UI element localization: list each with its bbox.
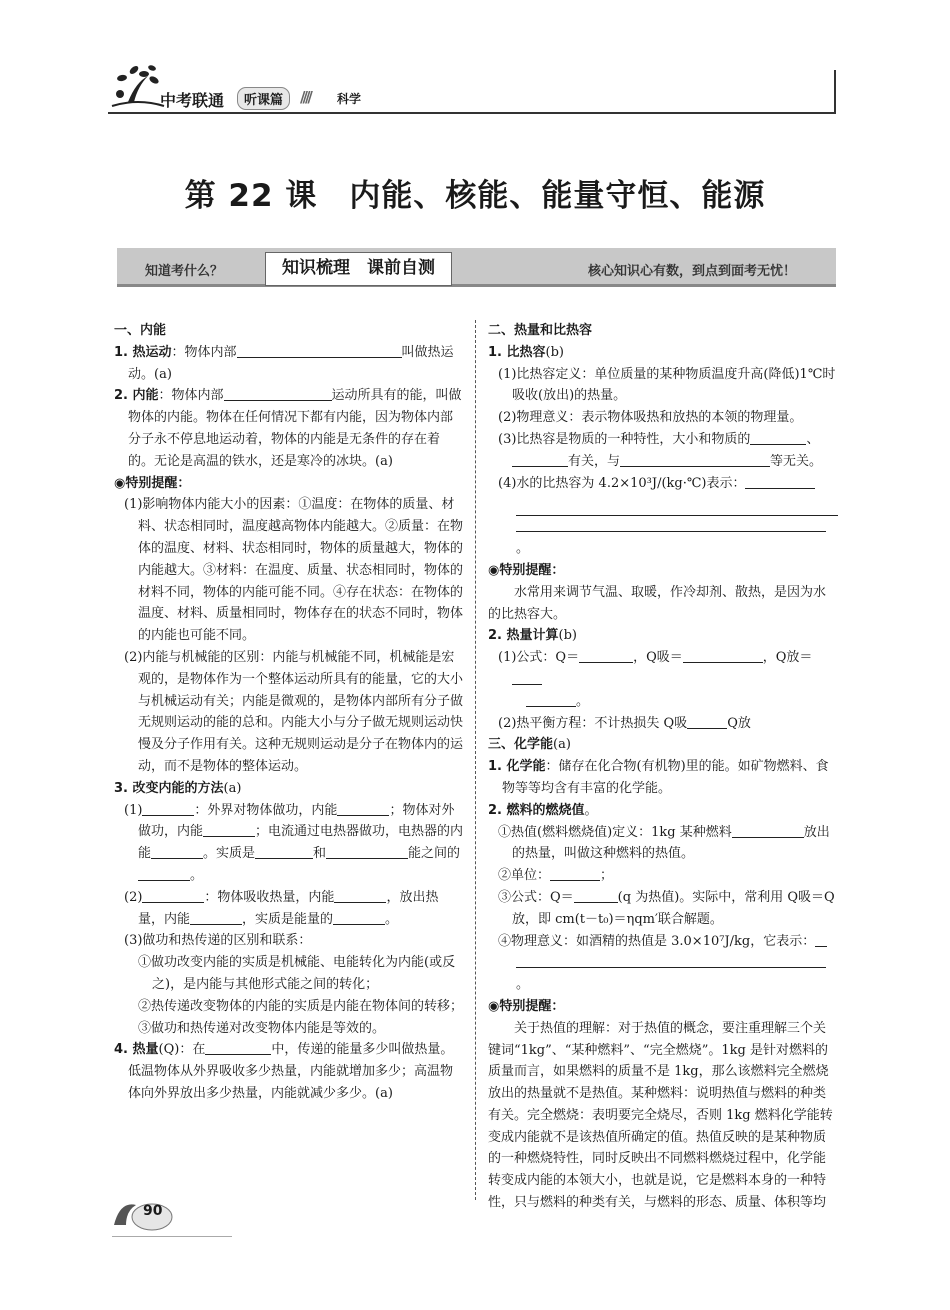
compare-point: ①做功改变内能的实质是机械能、电能转化为内能(或反之)，是内能与其他形式能之间的转化； <box>138 955 456 992</box>
answer-blank[interactable] <box>512 452 568 467</box>
page-title: 第 22 课 内能、核能、能量守恒、能源 <box>184 178 766 214</box>
answer-blank[interactable] <box>526 692 576 707</box>
answer-blank[interactable] <box>205 1040 271 1055</box>
section-tag: 听课篇 <box>237 87 290 110</box>
answer-blank[interactable] <box>326 844 408 859</box>
answer-blank[interactable] <box>516 517 826 532</box>
page-number: 90 <box>143 1203 163 1219</box>
water-specific-heat: (4)水的比热容为 4.2×10³J/(kg·℃)表示： <box>488 473 838 495</box>
answer-blank[interactable] <box>683 648 763 663</box>
item-heat: 4. 热量(Q)：在 中，传递的能量多少叫做热量。低温物体从外界吸收多少热量，内能就增加多少；高温物体向外界放出多少热量，内能就减少多少。(a) <box>114 1042 454 1101</box>
column-divider <box>475 320 476 1200</box>
answer-blank[interactable] <box>815 932 827 947</box>
banner-left-text: 知道考什么？ <box>145 264 224 279</box>
specific-heat-property: (3)比热容是物质的一种特性，大小和物质的 、有关，与 等无关。 <box>498 431 823 469</box>
answer-blank[interactable] <box>579 648 633 663</box>
brand-name: 中考联通 <box>160 91 225 110</box>
answer-blank[interactable] <box>516 953 826 968</box>
method-heat-transfer: (2) ：物体吸收热量，内能 ，放出热量，内能 ，实质是能量的 。 <box>124 889 439 927</box>
answer-blank[interactable] <box>224 386 332 401</box>
heat-value-meaning: ④物理意义：如酒精的热值是 3.0×10⁷J/kg，它表示： <box>488 931 838 953</box>
banner-right-text: 核心知识心有数，到点到面考无忧！ <box>587 264 796 279</box>
footer-rule <box>112 1236 232 1237</box>
heat-balance: (2)热平衡方程：不计热损失 Q吸 Q放 <box>498 715 751 731</box>
heat-value-definition: ①热值(燃料燃烧值)定义：1kg 某种燃料 放出的热量，叫做这种燃料的热值。 <box>498 824 830 862</box>
header-corner-rule <box>834 70 836 114</box>
header-rule <box>108 112 836 114</box>
answer-blank[interactable] <box>151 844 203 859</box>
method-work: (1) ：外界对物体做功，内能 ；物体对外做功，内能 ；电流通过电热器做功，电热器的内能 。实质是 和 能之间的。 <box>124 802 464 883</box>
answer-line-end: 。 <box>488 952 838 996</box>
tip-text: 水常用来调节气温、取暖，作冷却剂、散热，是因为水的比热容大。 <box>488 584 827 622</box>
item-thermal-motion: 1. 热运动：物体内部 叫做热运动。(a) <box>114 344 454 382</box>
section-heading-internal-energy: 一、内能 <box>114 323 167 338</box>
answer-line-end: 。 <box>488 516 838 560</box>
right-column <box>488 320 838 1214</box>
answer-blank[interactable] <box>237 343 402 358</box>
specific-heat-meaning: (2)物理意义：表示物体吸热和放热的本领的物理量。 <box>498 410 803 426</box>
answer-line[interactable] <box>516 494 838 516</box>
answer-blank[interactable] <box>750 430 806 445</box>
answer-blank[interactable] <box>620 452 770 467</box>
answer-blank[interactable] <box>745 474 815 489</box>
tip-item: (2)内能与机械能的区别：内能与机械能不同，机械能是宏观的，是物体作为一个整体运动所具有的能量，它的大小与机械运动有关；内能是微观的，是物体内部所有分子做无规则运动的能的总和。内能大小与分子做无规则运动快慢及分子作用有关。这种无规则运动是分子在物体内的运动，而不是物体的整体运动。 <box>124 649 464 774</box>
compare-point: ③做功和热传递对改变物体内能是等效的。 <box>138 1020 386 1036</box>
answer-blank[interactable] <box>190 910 242 925</box>
item-fuel-heat-value: 2. 燃料的燃烧值。 <box>488 802 598 818</box>
answer-blank[interactable] <box>732 823 804 838</box>
heat-value-formula: ③公式：Q＝ (q 为热值)。实际中，常利用 Q吸＝Q放，即 cm(t－t₀)＝ηqm′联合解题。 <box>498 889 835 927</box>
item-specific-heat: 1. 比热容(b) <box>488 344 564 360</box>
tip-heading: ◉特别提醒： <box>114 475 191 491</box>
answer-blank[interactable] <box>574 888 618 903</box>
banner-title: 知识梳理 课前自测 <box>265 252 452 286</box>
answer-blank[interactable] <box>550 866 600 881</box>
answer-blank[interactable] <box>142 801 194 816</box>
answer-blank[interactable] <box>138 866 190 881</box>
tip-heading: ◉特别提醒： <box>488 562 565 578</box>
tip-text: 关于热值的理解：对于热值的概念，要注重理解三个关键词“1kg”、“某种燃料”、“完全燃烧”。1kg 是针对燃料的质量而言，如果燃料的质量不是 1kg，那么该燃料完全燃烧放出的热量就不是热值。某种燃料：说明热值与燃料的种类有关。完全燃烧：表明要完全烧尽，否则 1kg 燃料化学能转变成内能就不是该热值所确定的值。热值反映的是某种物质的一种燃烧特性，同时反映出不同燃料燃烧过程中，化学能转变成内能的本领大小，也就是说，它是燃料本身的一种特性，只与燃料的种类有关，与燃料的形态、质量、体积等均 <box>488 1020 833 1211</box>
item-chemical-energy: 1. 化学能：储存在化合物(有机物)里的能。如矿物燃料、食物等等均含有丰富的化学能。 <box>488 759 829 796</box>
subject-label: 科学 <box>337 92 362 106</box>
answer-blank[interactable] <box>333 910 385 925</box>
answer-blank[interactable] <box>512 670 542 685</box>
answer-blank[interactable] <box>142 888 204 903</box>
decor-slashes: //// <box>300 88 310 106</box>
tip-item: (1)影响物体内能大小的因素：①温度：在物体的质量、材料、状态相同时，温度越高物体内能越大。②质量：在物体的温度、材料、状态相同时，物体的质量越大，物体的内能越大。③材料：在温度、质量、状态相同时，物体的材料不同，物体的内能可能不同。④存在状态：在物体的温度、材料、质量相同时，物体存在的状态不同时，物体的内能也可能不同。 <box>124 497 464 644</box>
compare-point: ②热传递改变物体的内能的实质是内能在物体间的转移； <box>138 998 464 1014</box>
heat-formula: (1)公式：Q＝ ，Q吸＝ ，Q放＝ 。 <box>498 650 813 709</box>
specific-heat-definition: (1)比热容定义：单位质量的某种物质温度升高(降低)1℃时吸收(放出)的热量。 <box>498 366 836 404</box>
tip-heading: ◉特别提醒： <box>488 998 565 1014</box>
item-change-methods: 3. 改变内能的方法(a) <box>114 780 242 796</box>
section-banner <box>117 248 836 287</box>
item-internal-energy: 2. 内能：物体内部 运动所具有的能，叫做物体的内能。物体在任何情况下都有内能，因为物体内部分子永不停息地运动着，物体的内能是无条件的存在着的。无论是高温的铁水，还是寒冷的冰块。(a) <box>114 388 462 469</box>
answer-blank[interactable] <box>334 888 386 903</box>
answer-blank[interactable] <box>255 844 313 859</box>
section-heading-chemical-energy: 三、化学能(a) <box>488 737 571 753</box>
answer-blank[interactable] <box>203 822 255 837</box>
method-compare: (3)做功和热传递的区别和联系： <box>124 933 312 949</box>
item-heat-calc: 2. 热量计算(b) <box>488 628 577 644</box>
heat-value-unit: ②单位： ； <box>498 868 614 884</box>
brand-logo-icon <box>108 62 168 112</box>
answer-blank[interactable] <box>337 801 389 816</box>
left-column <box>114 320 464 1105</box>
answer-blank[interactable] <box>687 714 727 729</box>
section-heading-specific-heat: 二、热量和比热容 <box>488 323 593 338</box>
